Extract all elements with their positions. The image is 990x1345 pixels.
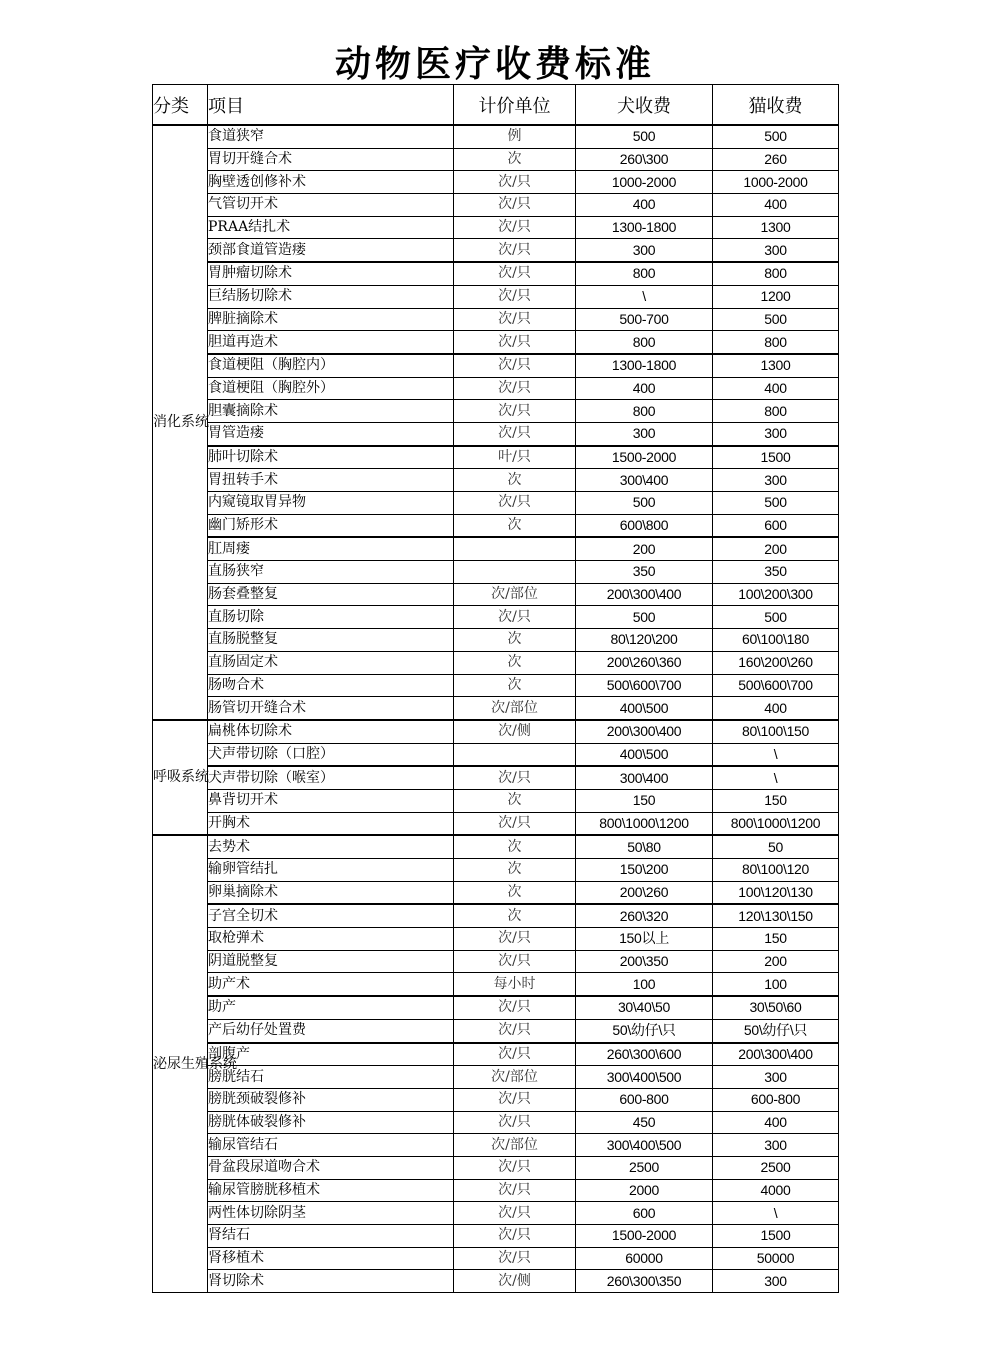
dog-fee-cell: 30\40\50	[576, 996, 713, 1019]
table-row	[153, 629, 839, 652]
table-row	[153, 973, 839, 996]
table-row	[153, 881, 839, 904]
table-row	[153, 514, 839, 537]
item-name-cell: 助产术	[208, 973, 454, 996]
dog-fee-cell: 500	[576, 492, 713, 515]
table-row	[153, 148, 839, 171]
dog-fee-cell: 260\320	[576, 904, 713, 927]
unit-cell: 次	[454, 859, 576, 882]
unit-cell: 次/只	[454, 308, 576, 331]
item-name-cell: 输尿管膀胱移植术	[208, 1179, 454, 1202]
item-name-cell: PRAA结扎术	[208, 216, 454, 239]
dog-fee-cell: 50\80	[576, 835, 713, 858]
item-name-cell: 取枪弹术	[208, 928, 454, 951]
dog-fee-cell: 300\400\500	[576, 1134, 713, 1157]
table-row	[153, 950, 839, 973]
unit-cell: 次/只	[454, 492, 576, 515]
dog-fee-cell: 2000	[576, 1179, 713, 1202]
category-cell: 泌尿生殖系统	[153, 835, 208, 1292]
cat-fee-cell: 400	[713, 1111, 839, 1134]
dog-fee-cell: 800	[576, 400, 713, 423]
item-name-cell: 直肠切除	[208, 606, 454, 629]
cat-fee-cell: 1200	[713, 285, 839, 308]
table-row	[153, 1202, 839, 1225]
table-row	[153, 239, 839, 262]
cat-fee-cell: 100	[713, 973, 839, 996]
table-row	[153, 583, 839, 606]
table-row	[153, 285, 839, 308]
table-row	[153, 697, 839, 720]
cat-fee-cell: 600-800	[713, 1088, 839, 1111]
unit-cell	[454, 743, 576, 766]
table-row	[153, 789, 839, 812]
item-name-cell: 胃切开缝合术	[208, 148, 454, 171]
cat-fee-cell: 500\600\700	[713, 674, 839, 697]
unit-cell: 次	[454, 835, 576, 858]
dog-fee-cell: 260\300\600	[576, 1043, 713, 1066]
dog-fee-cell: 350	[576, 561, 713, 584]
dog-fee-cell: 1500-2000	[576, 1225, 713, 1248]
unit-cell: 次/只	[454, 606, 576, 629]
unit-cell: 次	[454, 904, 576, 927]
cat-fee-cell: 400	[713, 377, 839, 400]
cat-fee-cell: 350	[713, 561, 839, 584]
unit-cell: 次/部位	[454, 583, 576, 606]
item-name-cell: 肠吻合术	[208, 674, 454, 697]
unit-cell: 次/只	[454, 1225, 576, 1248]
unit-cell: 次/只	[454, 1179, 576, 1202]
dog-fee-cell: 150以上	[576, 928, 713, 951]
table-row	[153, 766, 839, 789]
table-row	[153, 308, 839, 331]
dog-fee-cell: 2500	[576, 1156, 713, 1179]
item-name-cell: 颈部食道管造瘘	[208, 239, 454, 262]
cat-fee-cell: 600	[713, 514, 839, 537]
page-title: 动物医疗收费标准	[334, 44, 655, 85]
item-name-cell: 膀胱结石	[208, 1066, 454, 1089]
table-row	[153, 928, 839, 951]
table-row	[153, 859, 839, 882]
unit-cell: 次/侧	[454, 720, 576, 743]
dog-fee-cell: 260\300	[576, 148, 713, 171]
dog-fee-cell: 300	[576, 239, 713, 262]
dog-fee-cell: 1000-2000	[576, 171, 713, 194]
item-name-cell: 卵巢摘除术	[208, 881, 454, 904]
cat-fee-cell: 50\幼仔\只	[713, 1019, 839, 1042]
dog-fee-cell: 200\350	[576, 950, 713, 973]
cat-fee-cell: 50	[713, 835, 839, 858]
table-row	[153, 1043, 839, 1066]
unit-cell: 次/侧	[454, 1270, 576, 1293]
dog-fee-cell: 400\500	[576, 697, 713, 720]
item-name-cell: 去势术	[208, 835, 454, 858]
unit-cell	[454, 561, 576, 584]
cat-fee-cell: 1300	[713, 354, 839, 377]
dog-fee-cell: 200\300\400	[576, 720, 713, 743]
unit-cell: 次/只	[454, 766, 576, 789]
cat-fee-cell: 300	[713, 469, 839, 492]
cat-fee-cell: 1500	[713, 446, 839, 469]
unit-cell: 叶/只	[454, 446, 576, 469]
table-row	[153, 262, 839, 285]
header-cat-fee: 猫收费	[713, 85, 839, 126]
cat-fee-cell: 4000	[713, 1179, 839, 1202]
item-name-cell: 膀胱颈破裂修补	[208, 1088, 454, 1111]
unit-cell: 次	[454, 514, 576, 537]
cat-fee-cell: 100\200\300	[713, 583, 839, 606]
cat-fee-cell: 1300	[713, 216, 839, 239]
item-name-cell: 胃管造瘘	[208, 422, 454, 445]
item-name-cell: 输卵管结扎	[208, 859, 454, 882]
table-row	[153, 194, 839, 217]
unit-cell: 次/只	[454, 996, 576, 1019]
table-row	[153, 1111, 839, 1134]
header-row	[153, 85, 839, 126]
table-body	[153, 125, 839, 1293]
cat-fee-cell: 300	[713, 1066, 839, 1089]
table-row	[153, 904, 839, 927]
dog-fee-cell: 800	[576, 331, 713, 354]
table-row	[153, 422, 839, 445]
item-name-cell: 鼻背切开术	[208, 789, 454, 812]
dog-fee-cell: 500\600\700	[576, 674, 713, 697]
cat-fee-cell: 80\100\120	[713, 859, 839, 882]
unit-cell: 次/只	[454, 285, 576, 308]
dog-fee-cell: 1500-2000	[576, 446, 713, 469]
unit-cell: 次	[454, 629, 576, 652]
item-name-cell: 肺叶切除术	[208, 446, 454, 469]
cat-fee-cell: 100\120\130	[713, 881, 839, 904]
item-name-cell: 助产	[208, 996, 454, 1019]
cat-fee-cell: 800	[713, 331, 839, 354]
item-name-cell: 食道狭窄	[208, 125, 454, 148]
dog-fee-cell: 300	[576, 422, 713, 445]
table-row	[153, 377, 839, 400]
item-name-cell: 内窥镜取胃异物	[208, 492, 454, 515]
item-name-cell: 气管切开术	[208, 194, 454, 217]
cat-fee-cell: 200	[713, 537, 839, 560]
cat-fee-cell: 150	[713, 789, 839, 812]
unit-cell: 次/只	[454, 928, 576, 951]
item-name-cell: 阴道脱整复	[208, 950, 454, 973]
cat-fee-cell: \	[713, 743, 839, 766]
item-name-cell: 直肠固定术	[208, 651, 454, 674]
item-name-cell: 胆囊摘除术	[208, 400, 454, 423]
cat-fee-cell: 60\100\180	[713, 629, 839, 652]
table-row	[153, 1134, 839, 1157]
table-row	[153, 996, 839, 1019]
table-row	[153, 835, 839, 858]
unit-cell: 次	[454, 789, 576, 812]
table-row	[153, 400, 839, 423]
table-row	[153, 743, 839, 766]
unit-cell: 次/只	[454, 1202, 576, 1225]
item-name-cell: 肠管切开缝合术	[208, 697, 454, 720]
item-name-cell: 子宫全切术	[208, 904, 454, 927]
table-row	[153, 1179, 839, 1202]
unit-cell: 次	[454, 148, 576, 171]
dog-fee-cell: 400	[576, 194, 713, 217]
table-row	[153, 469, 839, 492]
unit-cell: 次/只	[454, 331, 576, 354]
category-cell: 呼吸系统	[153, 720, 208, 835]
table-row	[153, 125, 839, 148]
item-name-cell: 骨盆段尿道吻合术	[208, 1156, 454, 1179]
dog-fee-cell: 100	[576, 973, 713, 996]
item-name-cell: 直肠脱整复	[208, 629, 454, 652]
dog-fee-cell: 80\120\200	[576, 629, 713, 652]
table-row	[153, 1156, 839, 1179]
dog-fee-cell: 260\300\350	[576, 1270, 713, 1293]
cat-fee-cell: \	[713, 766, 839, 789]
unit-cell: 次/只	[454, 422, 576, 445]
dog-fee-cell: 400\500	[576, 743, 713, 766]
dog-fee-cell: 400	[576, 377, 713, 400]
table-row	[153, 1247, 839, 1270]
table-row	[153, 492, 839, 515]
cat-fee-cell: 300	[713, 1134, 839, 1157]
unit-cell: 例	[454, 125, 576, 148]
header-dog-fee: 犬收费	[576, 85, 713, 126]
cat-fee-cell: 500	[713, 125, 839, 148]
unit-cell: 次/只	[454, 1156, 576, 1179]
item-name-cell: 食道梗阻（胸腔外）	[208, 377, 454, 400]
cat-fee-cell: 300	[713, 422, 839, 445]
unit-cell: 次/只	[454, 1111, 576, 1134]
dog-fee-cell: \	[576, 285, 713, 308]
table-row	[153, 1066, 839, 1089]
dog-fee-cell: 1300-1800	[576, 354, 713, 377]
dog-fee-cell: 200\300\400	[576, 583, 713, 606]
cat-fee-cell: 2500	[713, 1156, 839, 1179]
item-name-cell: 膀胱体破裂修补	[208, 1111, 454, 1134]
item-name-cell: 输尿管结石	[208, 1134, 454, 1157]
table-row	[153, 606, 839, 629]
dog-fee-cell: 600-800	[576, 1088, 713, 1111]
table-row	[153, 1088, 839, 1111]
cat-fee-cell: 800	[713, 400, 839, 423]
unit-cell: 次/部位	[454, 1134, 576, 1157]
dog-fee-cell: 200\260\360	[576, 651, 713, 674]
cat-fee-cell: 200\300\400	[713, 1043, 839, 1066]
unit-cell: 次/只	[454, 1019, 576, 1042]
item-name-cell: 胃扭转手术	[208, 469, 454, 492]
cat-fee-cell: 500	[713, 606, 839, 629]
unit-cell: 次/部位	[454, 697, 576, 720]
dog-fee-cell: 600	[576, 1202, 713, 1225]
item-name-cell: 犬声带切除（口腔）	[208, 743, 454, 766]
cat-fee-cell: 300	[713, 1270, 839, 1293]
fee-table	[152, 84, 839, 1293]
cat-fee-cell: 400	[713, 697, 839, 720]
unit-cell: 次/只	[454, 1247, 576, 1270]
unit-cell: 次/只	[454, 194, 576, 217]
unit-cell: 次/只	[454, 354, 576, 377]
table-row	[153, 812, 839, 835]
dog-fee-cell: 500	[576, 606, 713, 629]
unit-cell: 次	[454, 674, 576, 697]
item-name-cell: 肛周瘘	[208, 537, 454, 560]
dog-fee-cell: 450	[576, 1111, 713, 1134]
item-name-cell: 肾切除术	[208, 1270, 454, 1293]
cat-fee-cell: 1500	[713, 1225, 839, 1248]
table-row	[153, 720, 839, 743]
table-row	[153, 1225, 839, 1248]
unit-cell: 次/只	[454, 216, 576, 239]
cat-fee-cell: 400	[713, 194, 839, 217]
table-row	[153, 1019, 839, 1042]
item-name-cell: 剖腹产	[208, 1043, 454, 1066]
dog-fee-cell: 60000	[576, 1247, 713, 1270]
unit-cell: 次/部位	[454, 1066, 576, 1089]
item-name-cell: 直肠狭窄	[208, 561, 454, 584]
dog-fee-cell: 200	[576, 537, 713, 560]
cat-fee-cell: 200	[713, 950, 839, 973]
table-row	[153, 331, 839, 354]
unit-cell: 次/只	[454, 1043, 576, 1066]
category-cell: 消化系统	[153, 125, 208, 720]
item-name-cell: 脾脏摘除术	[208, 308, 454, 331]
cat-fee-cell: 300	[713, 239, 839, 262]
item-name-cell: 扁桃体切除术	[208, 720, 454, 743]
dog-fee-cell: 800	[576, 262, 713, 285]
item-name-cell: 胃肿瘤切除术	[208, 262, 454, 285]
dog-fee-cell: 1300-1800	[576, 216, 713, 239]
cat-fee-cell: 800	[713, 262, 839, 285]
table-row	[153, 674, 839, 697]
item-name-cell: 胸壁透创修补术	[208, 171, 454, 194]
item-name-cell: 肾结石	[208, 1225, 454, 1248]
cat-fee-cell: 150	[713, 928, 839, 951]
header-item: 项目	[208, 85, 454, 126]
cat-fee-cell: 120\130\150	[713, 904, 839, 927]
unit-cell: 次/只	[454, 812, 576, 835]
table-row	[153, 216, 839, 239]
cat-fee-cell: 30\50\60	[713, 996, 839, 1019]
unit-cell	[454, 537, 576, 560]
unit-cell: 次/只	[454, 171, 576, 194]
cat-fee-cell: 500	[713, 308, 839, 331]
item-name-cell: 开胸术	[208, 812, 454, 835]
item-name-cell: 胆道再造术	[208, 331, 454, 354]
dog-fee-cell: 800\1000\1200	[576, 812, 713, 835]
dog-fee-cell: 300\400	[576, 469, 713, 492]
item-name-cell: 犬声带切除（喉室）	[208, 766, 454, 789]
cat-fee-cell: 260	[713, 148, 839, 171]
unit-cell: 次	[454, 881, 576, 904]
item-name-cell: 两性体切除阴茎	[208, 1202, 454, 1225]
table-row	[153, 1270, 839, 1293]
unit-cell: 次/只	[454, 950, 576, 973]
dog-fee-cell: 300\400	[576, 766, 713, 789]
dog-fee-cell: 500	[576, 125, 713, 148]
unit-cell: 次/只	[454, 1088, 576, 1111]
table-row	[153, 561, 839, 584]
header-unit: 计价单位	[454, 85, 576, 126]
unit-cell: 每小时	[454, 973, 576, 996]
dog-fee-cell: 200\260	[576, 881, 713, 904]
item-name-cell: 肠套叠整复	[208, 583, 454, 606]
cat-fee-cell: 500	[713, 492, 839, 515]
table-row	[153, 171, 839, 194]
dog-fee-cell: 150	[576, 789, 713, 812]
item-name-cell: 幽门矫形术	[208, 514, 454, 537]
cat-fee-cell: 800\1000\1200	[713, 812, 839, 835]
unit-cell: 次/只	[454, 377, 576, 400]
cat-fee-cell: 160\200\260	[713, 651, 839, 674]
cat-fee-cell: \	[713, 1202, 839, 1225]
dog-fee-cell: 500-700	[576, 308, 713, 331]
item-name-cell: 食道梗阻（胸腔内）	[208, 354, 454, 377]
dog-fee-cell: 150\200	[576, 859, 713, 882]
unit-cell: 次/只	[454, 400, 576, 423]
table-row	[153, 446, 839, 469]
item-name-cell: 巨结肠切除术	[208, 285, 454, 308]
table-row	[153, 354, 839, 377]
unit-cell: 次/只	[454, 239, 576, 262]
header-category: 分类	[153, 85, 208, 126]
unit-cell: 次	[454, 651, 576, 674]
unit-cell: 次/只	[454, 262, 576, 285]
table-row	[153, 537, 839, 560]
table-row	[153, 651, 839, 674]
dog-fee-cell: 600\800	[576, 514, 713, 537]
dog-fee-cell: 300\400\500	[576, 1066, 713, 1089]
cat-fee-cell: 80\100\150	[713, 720, 839, 743]
item-name-cell: 肾移植术	[208, 1247, 454, 1270]
cat-fee-cell: 1000-2000	[713, 171, 839, 194]
dog-fee-cell: 50\幼仔\只	[576, 1019, 713, 1042]
item-name-cell: 产后幼仔处置费	[208, 1019, 454, 1042]
cat-fee-cell: 50000	[713, 1247, 839, 1270]
unit-cell: 次	[454, 469, 576, 492]
